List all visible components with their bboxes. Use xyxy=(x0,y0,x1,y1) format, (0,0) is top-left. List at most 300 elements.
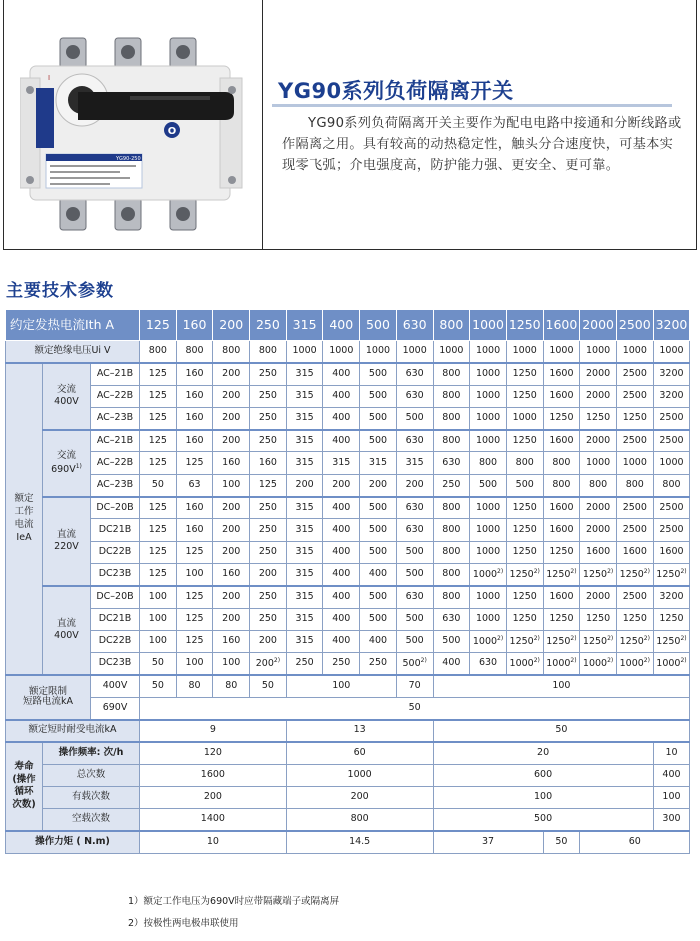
table-cell: 600 xyxy=(433,764,653,786)
table-cell xyxy=(433,452,470,474)
cell-value: 315 xyxy=(405,456,424,468)
footnote-marker: 2) xyxy=(533,656,540,664)
cell-value: 125 xyxy=(258,478,277,490)
cell-value: 400 xyxy=(332,590,351,602)
cell-value: 250 xyxy=(258,390,277,402)
table-cell xyxy=(653,452,690,474)
header-col: 1000 xyxy=(470,310,507,341)
cell-value: 315 xyxy=(368,456,388,468)
table-cell xyxy=(286,608,323,630)
cell-value: 1000 xyxy=(656,657,681,669)
table-cell: 50 xyxy=(250,675,287,697)
cell-value: 125 xyxy=(148,501,167,513)
table-cell: 60 xyxy=(286,742,433,764)
table-cell: 13 xyxy=(286,720,433,742)
cell-value: 100 xyxy=(148,635,167,647)
category-code: DC22B xyxy=(91,630,140,652)
table-cell xyxy=(580,541,617,563)
table-cell xyxy=(286,363,323,385)
cell-value: 315 xyxy=(295,456,314,468)
cell-value: 200 xyxy=(258,635,277,647)
table-cell xyxy=(433,474,470,496)
cell-value: 200 xyxy=(222,367,241,379)
cell-value: 800 xyxy=(552,478,571,490)
category-code: DC23B xyxy=(91,653,140,675)
cell-value: 500 xyxy=(442,635,461,647)
cell-value: 250 xyxy=(258,590,277,602)
table-cell xyxy=(360,541,397,563)
cell-value: 800 xyxy=(442,501,461,513)
table-cell xyxy=(506,630,543,652)
cell-value: 630 xyxy=(405,434,424,446)
cell-value: 1250 xyxy=(622,612,647,624)
cell-value: 500 xyxy=(368,546,388,558)
life-label xyxy=(6,742,43,831)
table-row xyxy=(6,786,690,808)
table-cell xyxy=(286,630,323,652)
cell-value: 1000 xyxy=(475,590,501,602)
footnote-marker: 2) xyxy=(643,634,650,642)
table-row xyxy=(6,363,690,385)
table-cell xyxy=(323,519,360,541)
table-cell xyxy=(396,474,433,496)
spec-table-wrap xyxy=(5,309,690,854)
cell-value: 100 xyxy=(222,657,241,669)
table-cell xyxy=(506,385,543,407)
cell-value: 1250 xyxy=(586,412,611,424)
table-cell xyxy=(360,474,397,496)
table-cell: 1000 xyxy=(580,341,617,363)
table-cell xyxy=(580,519,617,541)
table-cell xyxy=(653,586,690,608)
cell-value: 1250 xyxy=(659,612,684,624)
table-cell xyxy=(396,497,433,519)
category-code: DC–20B xyxy=(91,497,140,519)
table-cell xyxy=(543,586,580,608)
voltage-group-text: 交流 690V xyxy=(51,450,76,475)
table-cell xyxy=(250,407,287,429)
table-cell xyxy=(653,608,690,630)
cell-value: 800 xyxy=(442,590,461,602)
table-cell xyxy=(360,586,397,608)
cell-value: 400 xyxy=(332,635,351,647)
table-body xyxy=(6,341,690,854)
cell-value: 1000 xyxy=(586,456,611,468)
header-col: 500 xyxy=(360,310,397,341)
footnote-marker: 2) xyxy=(607,656,614,664)
table-row xyxy=(6,519,690,541)
table-cell xyxy=(323,497,360,519)
header-col: 200 xyxy=(213,310,250,341)
footnote-marker: 2) xyxy=(643,567,650,575)
table-cell xyxy=(506,519,543,541)
footnote-marker: 2) xyxy=(570,634,577,642)
cell-value: 250 xyxy=(295,657,314,669)
cell-value: 1600 xyxy=(586,546,611,558)
cell-value: 630 xyxy=(478,657,498,669)
section-title: 主要技术参数 xyxy=(6,281,114,301)
table-cell xyxy=(543,474,580,496)
cell-value: 1250 xyxy=(546,635,571,647)
cell-value: 315 xyxy=(295,367,314,379)
table-cell xyxy=(580,563,617,585)
table-row xyxy=(6,720,690,742)
cell-value: 63 xyxy=(188,478,201,490)
cell-value: 500 xyxy=(368,367,388,379)
cell-value: 160 xyxy=(222,568,241,580)
cell-value: 2500 xyxy=(622,434,647,446)
table-cell xyxy=(580,474,617,496)
cell-value: 200 xyxy=(258,568,277,580)
cell-value: 800 xyxy=(552,456,571,468)
voltage-group-label xyxy=(43,497,91,586)
header-col: 1600 xyxy=(543,310,580,341)
cell-value: 125 xyxy=(185,590,204,602)
table-cell xyxy=(213,519,250,541)
svg-text:I: I xyxy=(48,74,51,82)
cell-value: 1000 xyxy=(659,456,684,468)
table-cell xyxy=(616,430,653,452)
table-cell xyxy=(433,407,470,429)
table-cell xyxy=(506,586,543,608)
cell-value: 1250 xyxy=(619,635,644,647)
cell-value: 3200 xyxy=(659,390,684,402)
cell-value: 315 xyxy=(295,501,314,513)
table-cell xyxy=(140,563,177,585)
cell-value: 125 xyxy=(148,434,167,446)
table-cell xyxy=(286,452,323,474)
table-row xyxy=(6,809,690,831)
table-cell: 14.5 xyxy=(286,831,433,853)
limit-label-text: 额定限制 短路电流kA xyxy=(22,685,73,708)
table-cell xyxy=(286,430,323,452)
cell-value: 315 xyxy=(295,390,314,402)
table-row xyxy=(6,697,690,719)
table-cell xyxy=(616,497,653,519)
cell-value: 1000 xyxy=(475,612,501,624)
table-cell xyxy=(470,653,507,675)
handle-off-label: O xyxy=(167,126,177,137)
cell-value: 125 xyxy=(185,612,204,624)
cell-value: 160 xyxy=(185,367,204,379)
table-cell xyxy=(176,541,213,563)
table-cell xyxy=(543,563,580,585)
table-cell xyxy=(213,452,250,474)
cell-value: 200 xyxy=(222,590,241,602)
table-cell xyxy=(323,385,360,407)
table-cell xyxy=(140,474,177,496)
cell-value: 250 xyxy=(368,657,388,669)
table-cell xyxy=(360,608,397,630)
footnote-marker: 1) xyxy=(75,462,82,470)
cell-value: 1250 xyxy=(622,412,647,424)
table-cell xyxy=(616,608,653,630)
row-label: 总次数 xyxy=(43,764,140,786)
table-cell xyxy=(580,430,617,452)
category-code: DC21B xyxy=(91,519,140,541)
table-cell xyxy=(140,363,177,385)
table-cell: 500 xyxy=(433,809,653,831)
table-cell xyxy=(250,385,287,407)
table-cell xyxy=(653,653,690,675)
header-col: 630 xyxy=(396,310,433,341)
voltage-group-text: 交流 400V xyxy=(54,383,79,408)
table-row xyxy=(6,430,690,452)
table-cell xyxy=(250,653,287,675)
category-code: DC21B xyxy=(91,608,140,630)
table-cell xyxy=(470,407,507,429)
table-cell: 100 xyxy=(286,675,396,697)
table-cell xyxy=(250,519,287,541)
table-cell xyxy=(286,474,323,496)
cell-value: 250 xyxy=(442,478,461,490)
row-label: 有载次数 xyxy=(43,786,140,808)
cell-value: 315 xyxy=(295,612,314,624)
cell-value: 100 xyxy=(185,657,204,669)
cell-value: 160 xyxy=(222,635,241,647)
table-cell xyxy=(543,452,580,474)
header-col: 160 xyxy=(176,310,213,341)
table-cell xyxy=(250,474,287,496)
table-cell xyxy=(433,653,470,675)
table-cell xyxy=(433,363,470,385)
cell-value: 2500 xyxy=(659,501,684,513)
cell-value: 1000 xyxy=(546,657,571,669)
title-underline xyxy=(272,104,672,107)
table-cell xyxy=(176,474,213,496)
table-cell xyxy=(506,474,543,496)
table-cell xyxy=(213,385,250,407)
table-cell xyxy=(213,541,250,563)
table-cell: 9 xyxy=(140,720,287,742)
cell-value: 400 xyxy=(332,523,351,535)
table-cell xyxy=(213,608,250,630)
cell-value: 200 xyxy=(222,546,241,558)
table-cell xyxy=(213,363,250,385)
cell-value: 2500 xyxy=(622,390,647,402)
header-col: 400 xyxy=(323,310,360,341)
table-cell xyxy=(433,430,470,452)
table-cell xyxy=(176,519,213,541)
cell-value: 500 xyxy=(405,546,424,558)
table-cell xyxy=(616,452,653,474)
cell-value: 200 xyxy=(368,478,388,490)
cell-value: 3200 xyxy=(659,590,684,602)
table-cell xyxy=(396,608,433,630)
table-row xyxy=(6,586,690,608)
table-cell xyxy=(470,608,507,630)
table-cell xyxy=(213,630,250,652)
cell-value: 160 xyxy=(185,390,204,402)
table-cell xyxy=(653,385,690,407)
table-cell xyxy=(543,407,580,429)
cell-value: 200 xyxy=(405,478,424,490)
cell-value: 500 xyxy=(478,478,498,490)
table-cell xyxy=(396,430,433,452)
table-cell xyxy=(653,630,690,652)
footnote-marker: 2) xyxy=(533,567,540,575)
table-cell xyxy=(580,630,617,652)
cell-value: 315 xyxy=(295,568,314,580)
cell-value: 160 xyxy=(185,523,204,535)
table-cell xyxy=(286,497,323,519)
cell-value: 1000 xyxy=(475,546,501,558)
cell-value: 500 xyxy=(368,390,388,402)
table-cell xyxy=(360,407,397,429)
spec-table xyxy=(5,309,690,854)
table-cell xyxy=(286,586,323,608)
table-cell xyxy=(213,474,250,496)
cell-value: 200 xyxy=(222,612,241,624)
table-cell xyxy=(323,363,360,385)
cell-value: 500 xyxy=(405,612,424,624)
table-cell: 60 xyxy=(580,831,690,853)
product-header xyxy=(0,0,700,250)
cell-value: 250 xyxy=(258,523,277,535)
voltage-group-label xyxy=(43,363,91,430)
cell-value: 1250 xyxy=(549,612,574,624)
table-cell xyxy=(360,653,397,675)
cell-value: 1250 xyxy=(512,523,537,535)
table-cell: 1000 xyxy=(470,341,507,363)
table-cell xyxy=(250,541,287,563)
table-cell: 1000 xyxy=(653,341,690,363)
cell-value: 1000 xyxy=(475,501,501,513)
table-cell: 300 xyxy=(653,809,690,831)
footnotes xyxy=(128,891,339,935)
table-cell xyxy=(543,653,580,675)
category-code: DC23B xyxy=(91,563,140,585)
table-cell xyxy=(653,519,690,541)
cell-value: 160 xyxy=(258,456,277,468)
voltage-group-label xyxy=(43,430,91,497)
table-row xyxy=(6,385,690,407)
cell-value: 125 xyxy=(185,456,204,468)
cell-value: 125 xyxy=(148,523,167,535)
cell-value: 1250 xyxy=(512,501,537,513)
cell-value: 800 xyxy=(442,390,461,402)
table-cell xyxy=(433,563,470,585)
table-cell xyxy=(323,430,360,452)
table-cell xyxy=(506,541,543,563)
table-cell xyxy=(616,385,653,407)
table-cell: 10 xyxy=(140,831,287,853)
table-cell xyxy=(543,497,580,519)
header-col: 1250 xyxy=(506,310,543,341)
cell-value: 1250 xyxy=(509,568,534,580)
cell-value: 50 xyxy=(151,478,164,490)
row-label: 额定短时耐受电流kA xyxy=(6,720,140,742)
cell-value: 1250 xyxy=(509,635,534,647)
table-cell xyxy=(506,430,543,452)
cell-value: 200 xyxy=(255,657,274,669)
table-cell xyxy=(470,430,507,452)
cell-value: 1250 xyxy=(512,590,537,602)
category-code: AC–21B xyxy=(91,363,140,385)
table-cell xyxy=(140,653,177,675)
footnote-1: 1）额定工作电压为690V时应带隔藏端子或隔离屏 xyxy=(128,896,340,907)
cell-value: 315 xyxy=(295,434,314,446)
table-cell xyxy=(360,385,397,407)
table-cell xyxy=(140,541,177,563)
cell-value: 800 xyxy=(662,478,681,490)
cell-value: 160 xyxy=(185,412,204,424)
cell-value: 125 xyxy=(185,546,204,558)
table-cell xyxy=(250,563,287,585)
cell-value: 2000 xyxy=(586,434,611,446)
cell-value: 1250 xyxy=(512,390,537,402)
footnote-marker: 2) xyxy=(607,567,614,575)
voltage-group-text: 直流 220V xyxy=(54,528,79,553)
table-cell xyxy=(286,519,323,541)
table-cell xyxy=(506,363,543,385)
table-cell xyxy=(470,519,507,541)
cell-value: 100 xyxy=(185,568,204,580)
table-cell xyxy=(286,385,323,407)
cell-value: 800 xyxy=(442,568,461,580)
table-cell xyxy=(433,586,470,608)
table-cell: 800 xyxy=(140,341,177,363)
cell-value: 1250 xyxy=(546,568,571,580)
cell-value: 800 xyxy=(442,367,461,379)
table-cell xyxy=(470,541,507,563)
table-cell xyxy=(580,452,617,474)
cell-value: 250 xyxy=(258,546,277,558)
cell-value: 3200 xyxy=(659,367,684,379)
header-col: 125 xyxy=(140,310,177,341)
cell-value: 1600 xyxy=(622,546,647,558)
table-cell xyxy=(433,497,470,519)
row-label: 操作频率: 次/h xyxy=(43,742,140,764)
table-cell: 50 xyxy=(140,697,690,719)
table-cell xyxy=(580,653,617,675)
cell-value: 1000 xyxy=(622,456,647,468)
header-col: 2000 xyxy=(580,310,617,341)
cell-value: 500 xyxy=(402,657,421,669)
table-cell xyxy=(140,586,177,608)
table-cell xyxy=(323,630,360,652)
table-cell xyxy=(140,497,177,519)
table-cell: 20 xyxy=(433,742,653,764)
table-cell xyxy=(470,452,507,474)
header-label: 约定发热电流Ith A xyxy=(6,310,140,341)
table-cell xyxy=(140,630,177,652)
cell-value: 250 xyxy=(258,434,277,446)
table-cell: 1000 xyxy=(433,341,470,363)
table-cell xyxy=(543,608,580,630)
table-cell xyxy=(323,452,360,474)
table-cell xyxy=(213,653,250,675)
table-cell xyxy=(470,497,507,519)
table-row xyxy=(6,742,690,764)
footnote-marker: 2) xyxy=(607,634,614,642)
cell-value: 800 xyxy=(589,478,608,490)
table-cell: 1000 xyxy=(323,341,360,363)
table-row xyxy=(6,675,690,697)
header-col: 3200 xyxy=(653,310,690,341)
table-cell: 1000 xyxy=(286,341,323,363)
cell-value: 2500 xyxy=(659,523,684,535)
table-cell: 100 xyxy=(433,786,653,808)
cell-value: 1000 xyxy=(509,657,534,669)
cell-value: 200 xyxy=(295,478,314,490)
cell-value: 1250 xyxy=(582,635,608,647)
cell-value: 400 xyxy=(332,501,351,513)
voltage-group-text: 直流 400V xyxy=(54,618,79,642)
footnote-marker: 2) xyxy=(420,656,427,664)
footnote-marker: 2) xyxy=(643,656,650,664)
table-row xyxy=(6,608,690,630)
